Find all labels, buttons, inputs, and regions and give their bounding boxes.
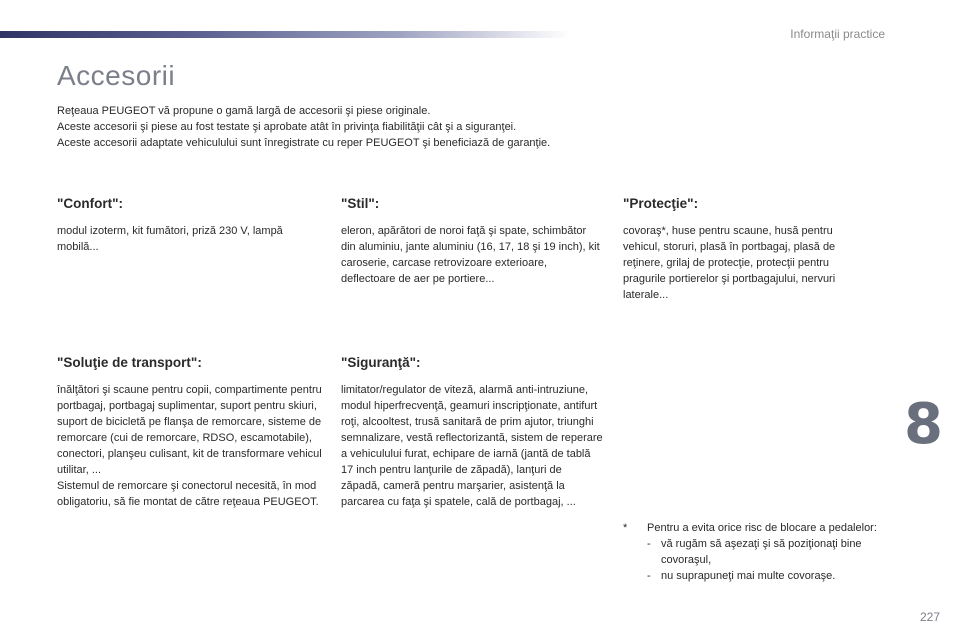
block-confort [57, 196, 307, 255]
intro-text [57, 103, 597, 151]
block-title: "Stil": [341, 196, 380, 211]
block-title: "Protecţie": [623, 196, 699, 211]
block-protectie [623, 196, 873, 303]
block-body-note: Sistemul de remorcare şi conectorul necesită, în mod obligatoriu, să fie montat de către reţeaua PEUGEOT. [57, 480, 319, 508]
footnote-item: nu suprapuneţi mai multe covoraşe. [661, 570, 836, 582]
footnote-item: vă rugăm să aşezaţi şi să poziţionaţi bine covoraşul, [661, 538, 862, 566]
chapter-number: 8 [904, 392, 943, 457]
block-body: înălţători şi scaune pentru copii, compartimente pentru portbagaj, portbagaj suplimentar, suport pentru skiuri, suport de bicicletă pe flanşa de remorcare, sisteme de remorcare (cui de remorcare, RDSO, escamotabile), conectori, planşeu culisant, kit de transformare vehicul utilitar, ... [57, 384, 322, 476]
intro-line: Aceste accesorii şi piese au fost testate şi aprobate atât în privinţa fiabilităţii cât şi a siguranţei. [57, 121, 517, 133]
footnote-mark: * [623, 522, 628, 534]
block-body: eleron, apărători de noroi faţă şi spate, schimbător din aluminiu, jante aluminiu (16, 17, 18 şi 19 inch), kit caroserie, carcase retrovizoare exterioare, deflectoare de aer pe portiere... [341, 225, 600, 285]
intro-line: Aceste accesorii adaptate vehiculului sunt înregistrate cu reper PEUGEOT şi beneficiază de garanţie. [57, 137, 551, 149]
block-title: "Siguranţă": [341, 355, 421, 370]
header-accent-bar [0, 31, 570, 38]
block-title: "Soluţie de transport": [57, 355, 202, 370]
footnote-dash: - [647, 538, 651, 550]
block-transport [57, 355, 325, 510]
intro-line: Reţeaua PEUGEOT vă propune o gamă largă de accesorii şi piese originale. [57, 105, 431, 117]
block-siguranta [341, 355, 603, 510]
block-body: covoraş*, huse pentru scaune, husă pentru vehicul, storuri, plasă în portbagaj, plasă de reţinere, grilaj de protecţie, protecţii pentru pragurile portierelor şi portbagajului, nervuri laterale... [623, 225, 836, 301]
page-title: Accesorii [57, 60, 176, 91]
block-title: "Confort": [57, 196, 124, 211]
block-body: limitator/regulator de viteză, alarmă anti-intruziune, modul hiperfrecvenţă, geamuri inscripţionate, antifurt roţi, alcooltest, trusă sanitară de prim ajutor, triunghi semnalizare, vestă reflectorizantă, sistem de reperare a vehiculului furat, echipare de iarnă (jantă de tablă 17 inch pentru lanţurile de zăpadă), lanţuri de zăpadă, cameră pentru marşarier, asistenţă la parcarea cu faţa şi spatele, cală de portbagaj, ... [341, 384, 603, 508]
footnote [623, 520, 883, 584]
footnote-dash: - [647, 570, 651, 582]
page-number: 227 [919, 610, 940, 624]
section-header: Informaţii practice [790, 27, 885, 41]
footnote-text: Pentru a evita orice risc de blocare a pedalelor: [647, 522, 877, 534]
block-body: modul izoterm, kit fumători, priză 230 V, lampă mobilă... [57, 225, 283, 253]
block-stil [341, 196, 603, 287]
